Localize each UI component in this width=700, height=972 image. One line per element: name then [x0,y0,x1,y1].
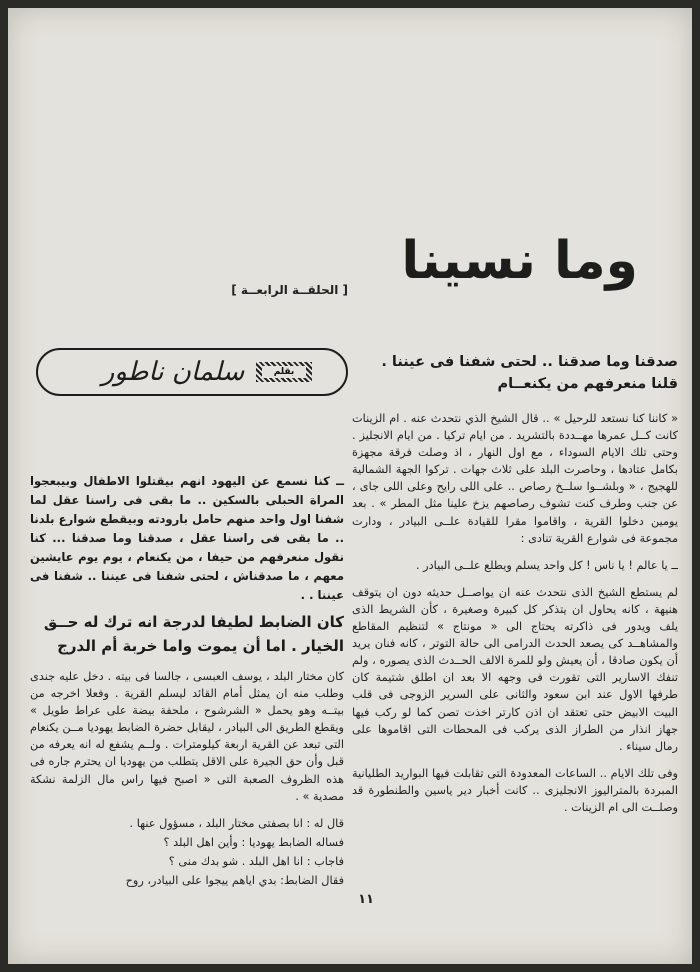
left-paragraph-2: قال له : انا بصفتى مختار البلد ، مسؤول عنها . [129,816,344,830]
left-paragraph-5: فقال الضابط: بدي اياهم ييجوا على البيادر، روح [125,874,344,888]
left-column [30,668,344,899]
episode-label: [ الحلقــة الرابعــة ] [231,283,348,297]
right-paragraph-2: ــ يا عالم ! يا ناس ! كل واحد يسلم ويطلع علــى البيادر . [415,558,678,572]
right-paragraph-1: « كاننا كنا نستعد للرحيل » .. قال الشيخ الذي نتحدث عنه . ام الزينات كانت كــل عمرها مهــددة بالتشريد . من ايام تركيا . من ايام الانجليز . وحتى تلك الايام السوداء ، مع اول النهار ، اذ وصلت فرقة مجهزة بكامل عتادها ، وحاصرت البلد على ثلاث جهات . تركوا الجهة الشمالية للهجيج ، « وبلشــوا سلــخ رصاص .. على اللى رايح وعلى اللى جاى ، عن جنب وطرف كنت تشوف رصاصهم يزخ علينا مثل المطر » . بعد يومين دخلوا القرية ، واقاموا مقرا للقيادة علــى البيادر ، ودارت مجموعة فى شوارع القرية تنادى : [352,412,678,545]
author-byline [36,348,348,396]
right-paragraph-3: لم يستطع الشيخ الذى نتحدث عنه ان يواصــل حديثه دون ان يتوقف هنيهة ، كانه يحاول ان يتذكر كل كبيرة وصغيرة ، كأن الشريط الذى يلف ويدور فى ذاكرته يحتاج الى « مونتاج » لتنظيم المقاطع والمشاهــد كى يصعد الحدث الدرامى الى حالة التوتر ، كانه فنان يريد أن يكون صادقا ، أن يعيش ولو للمرة الالف الحــدث الذى يصوره ، ولم تنفك الاسارير التى تقورت فى وجهه الا بعد ان اطلق شتيمة كان طرفها الاول عند ابن سعود والثانى على السرير الزوجى فى قلب البيت الابيض حتى تعتقد ان اذن كارتر اخذت تصن كما لو ركب فيها جهاز انذار من الطراز الذى يركب فى المحطات التى اقاموها على رمال سيناء . [352,585,678,753]
magazine-page [8,8,692,964]
right-paragraph-4: وفى تلك الايام .. الساعات المعدودة التى تقابلت فيها البواريد الطليانية المبردة بالمتراليوز الانجليزى .. كانت أخبار دير ياسين والطنطورة قد وصلــت الى ام الزينات . [352,766,678,814]
left-paragraph-4: فاجاب : انا اهل البلد . شو بدك منى ؟ [168,854,344,868]
right-column [352,410,678,826]
left-paragraph-3: فساله الضابط يهوديا : وأين اهل البلد ؟ [163,835,344,849]
author-name: سلمان ناطور [101,357,245,387]
author-label-stamp [256,362,312,382]
author-label: بقلم [262,366,306,378]
article-lede: صدقنا وما صدقنا .. لحتى شفنا فى عيننا . قلنا منعرفهم من يكنعــام [381,354,678,392]
page-number: ١١ [358,892,374,907]
left-paragraph-1: كان مختار البلد ، يوسف العبسى ، جالسا فى بيته . دخل عليه جندى وطلب منه ان يمثل أمام القائد ليسلم القرية . وفعلا اخرجه من بيتــه وهو يحمل « الشرشوح ، ملحفة بيضة على عراط طويل » ويقطع الطريق الى البيادر ، ليقابل حضرة الضابط يهوديا مــن يكنعام التى تبعد عن القرية اربعة كيلومترات . ولــم يشفع له انه يعرفه من قبل وأن حق الجيرة على الاقل يتطلب من يهوديا ان يحترم جاره فى هذه الظروف الصعبة التى « اصبح فيها راس مال الزلمة نشكة مصدية » . [30,670,344,803]
left-headline: كان الضابط لطيفا لدرجة انه ترك له حــق الخيار . اما أن يموت واما خربة أم الدرج [43,613,344,655]
article-title: وما نسينا [401,231,638,291]
pull-quote: ــ كنا نسمع عن اليهود انهم بيقتلوا الاطفال وبيبعجوا المراة الحبلى بالسكين .. ما بقى فى راسنا عقل لما شفنا اول واحد منهم حامل بارودته وبيقطع شوارع بلدنا .. ما بقى فى راسنا عقل ، صدقنا وما صدقنا ... كنا نقول منعرفهم من حيفا ، من يكنعام ، يوم يوم عايشين معهم ، ما صدقناش ، لحتى شفنا فى عيننا .. شفنا فى عيننا . . [30,474,344,602]
